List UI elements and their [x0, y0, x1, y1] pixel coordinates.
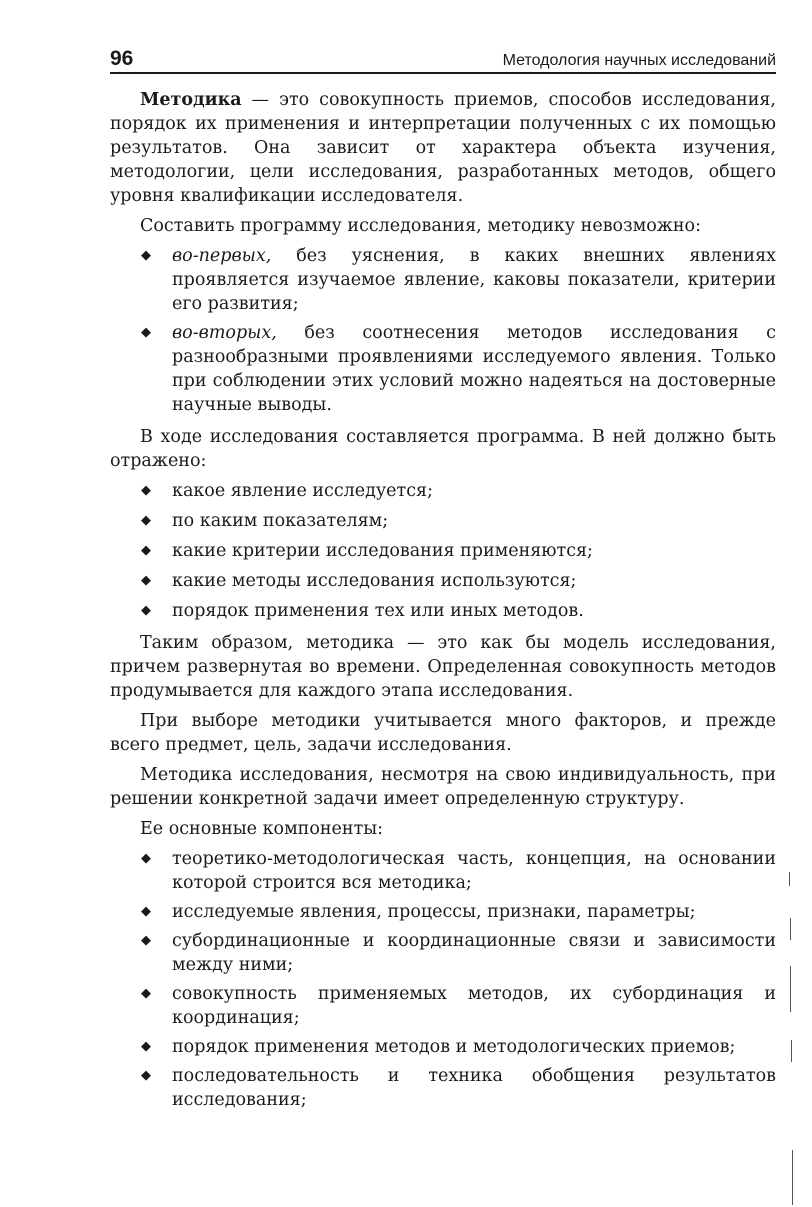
paragraph-program: В ходе исследования составляется программа. В ней должно быть отражено: — [110, 427, 776, 471]
list-item — [110, 847, 776, 895]
diamond-bullet-icon: ◆ — [141, 904, 151, 919]
list-item-text: последовательность и техника обобщения результатов исследования; — [172, 1066, 776, 1110]
diamond-bullet-icon: ◆ — [141, 325, 151, 340]
list-item-text: исследуемые явления, процессы, признаки, параметры; — [172, 902, 696, 922]
list-item-text: какие критерии исследования применяются; — [172, 541, 593, 561]
intro-text: — это совокупность приемов, способов исследования, порядок их применения и интерпретации полученных с их помощью результатов. Она зависит от характера объекта изучения, методологии, цели исследования, разработанных методов, общего уровня квалификации исследователя. — [110, 90, 776, 206]
list-item-text: без уяснения, в каких внешних явлениях проявляется изучаемое явление, каковы показатели, критерии его развития; — [172, 246, 776, 314]
list-item — [110, 321, 776, 417]
page-number: 96 — [110, 47, 134, 70]
paragraph-model: Таким образом, методика — это как бы модель исследования, причем развернутая во времени. Определенная совокупность методов продумывается для каждого этапа исследования. — [110, 633, 776, 701]
list-item-text: какие методы исследования используются; — [172, 571, 577, 591]
scan-artifact — [791, 1040, 792, 1062]
list-item-text: субординационные и координационные связи и зависимости между ними; — [172, 931, 776, 975]
list-item — [110, 509, 776, 533]
diamond-bullet-icon: ◆ — [141, 1068, 151, 1083]
diamond-bullet-icon: ◆ — [141, 986, 151, 1001]
running-title: Методология научных исследований — [502, 52, 776, 69]
page — [110, 42, 776, 1120]
list-item — [110, 539, 776, 563]
list-item-text: совокупность применяемых методов, их субординация и координация; — [172, 984, 776, 1028]
list-item-text: порядок применения тех или иных методов. — [172, 601, 584, 621]
list-item — [110, 900, 776, 924]
diamond-bullet-icon: ◆ — [141, 573, 151, 588]
page-content — [110, 88, 776, 1112]
list-item-lead: во-вторых, — [172, 323, 277, 343]
list-item-text: порядок применения методов и методологических приемов; — [172, 1037, 736, 1057]
scan-artifact — [789, 872, 790, 886]
list-item — [110, 569, 776, 593]
scan-artifact — [790, 918, 791, 940]
diamond-bullet-icon: ◆ — [141, 513, 151, 528]
scan-artifact — [792, 1150, 793, 1205]
list-item-text: по каким показателям; — [172, 511, 389, 531]
diamond-bullet-icon: ◆ — [141, 543, 151, 558]
list-item — [110, 479, 776, 503]
paragraph-components: Ее основные компоненты: — [140, 819, 384, 839]
list-reasons — [110, 244, 776, 417]
scan-artifact — [790, 966, 791, 1012]
diamond-bullet-icon: ◆ — [141, 851, 151, 866]
list-item — [110, 599, 776, 623]
list-item — [110, 1035, 776, 1059]
list-item — [110, 1064, 776, 1112]
paragraph-structure: Методика исследования, несмотря на свою индивидуальность, при решении конкретной задачи имеет определенную структуру. — [110, 765, 776, 809]
list-item-lead: во-первых, — [172, 246, 272, 266]
intro-paragraph — [110, 88, 776, 208]
term-methodology: Методика — [140, 90, 242, 110]
list-item-text: без соотнесения методов исследования с разнообразными проявлениями исследуемого явления. Только при соблюдении этих условий можно надеяться на достоверные научные выводы. — [172, 323, 776, 415]
diamond-bullet-icon: ◆ — [141, 933, 151, 948]
list-item-text: теоретико-методологическая часть, концепция, на основании которой строится вся методика; — [172, 849, 776, 893]
diamond-bullet-icon: ◆ — [141, 603, 151, 618]
list-program — [110, 479, 776, 623]
paragraph-program-impossible: Составить программу исследования, методику невозможно: — [140, 216, 701, 236]
diamond-bullet-icon: ◆ — [141, 248, 151, 263]
paragraph-factors: При выборе методики учитывается много факторов, и прежде всего предмет, цель, задачи исследования. — [110, 711, 776, 755]
diamond-bullet-icon: ◆ — [141, 483, 151, 498]
list-item — [110, 244, 776, 316]
list-item-text: какое явление исследуется; — [172, 481, 433, 501]
page-header — [110, 42, 776, 74]
list-item — [110, 982, 776, 1030]
list-components — [110, 847, 776, 1112]
list-item — [110, 929, 776, 977]
diamond-bullet-icon: ◆ — [141, 1039, 151, 1054]
